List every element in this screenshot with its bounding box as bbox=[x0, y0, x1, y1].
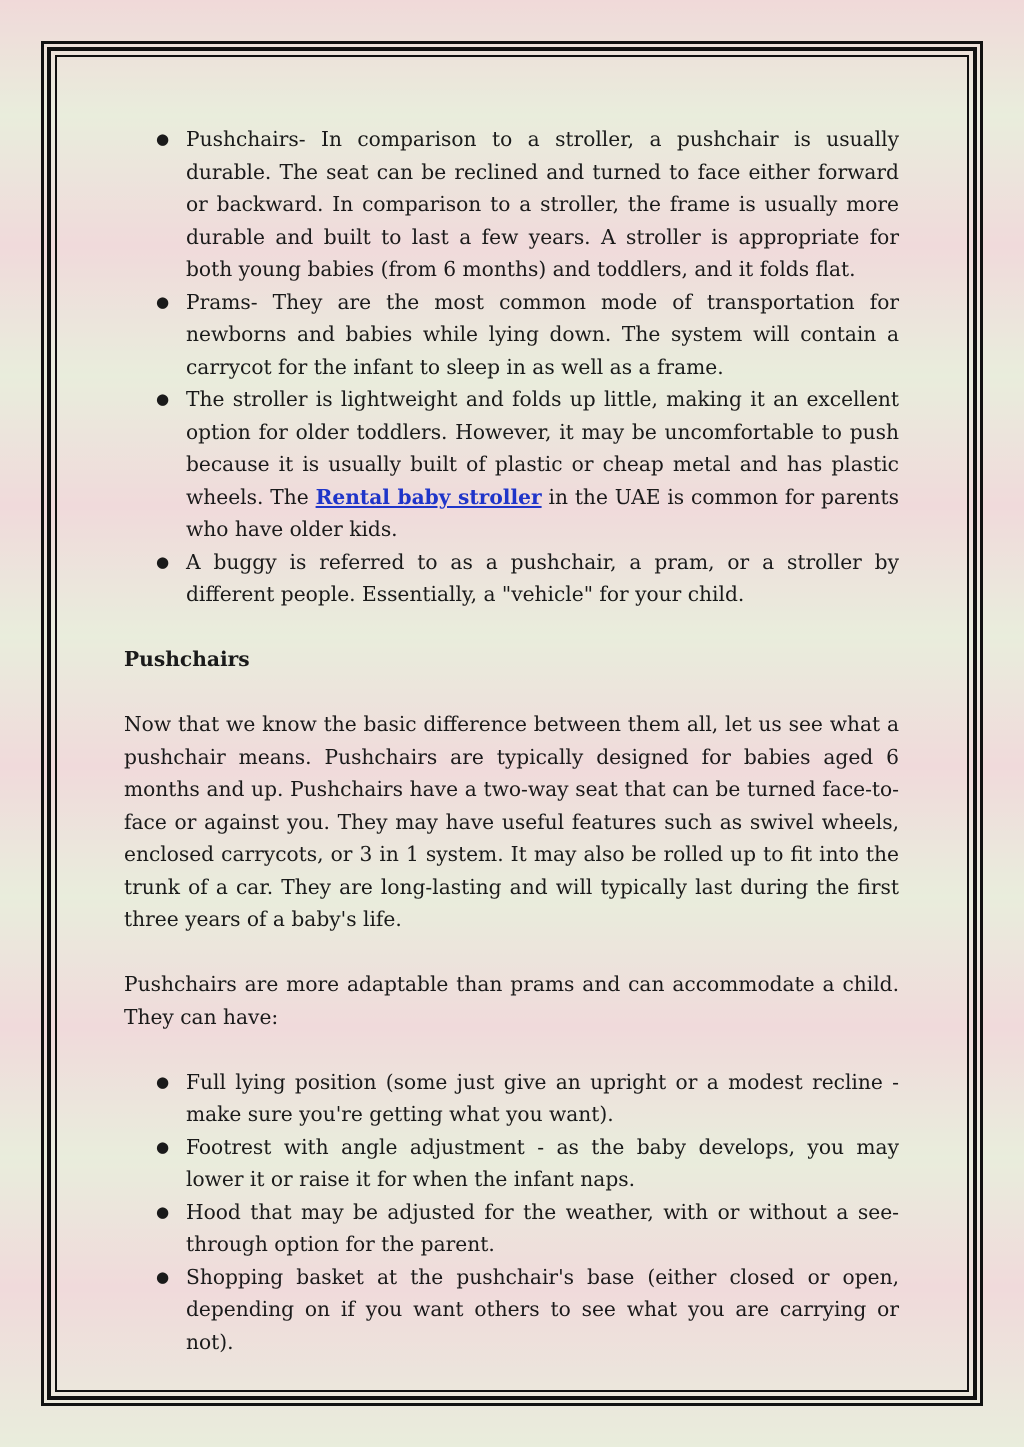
bullet-icon: ● bbox=[156, 1072, 170, 1091]
list-item bbox=[124, 1066, 899, 1131]
rental-baby-stroller-link[interactable]: Rental baby stroller bbox=[315, 484, 542, 509]
bullet-icon: ● bbox=[156, 552, 170, 571]
list-item-text-after-link: in the UAE is common for parents who have older kids. bbox=[186, 484, 900, 541]
list-item-text: Hood that may be adjusted for the weather, with or without a see-through option for the parent. bbox=[186, 1199, 899, 1256]
list-item-text: Footrest with angle adjustment - as the baby develops, you may lower it or raise it for when the infant naps. bbox=[186, 1134, 899, 1191]
bullet-icon: ● bbox=[156, 130, 170, 148]
list-item-text: Shopping basket at the pushchair's base (either closed or open, depending on if you want others to see what you are carrying or not). bbox=[186, 1264, 899, 1354]
list-item-text: Pushchairs- In comparison to a stroller, a pushchair is usually durable. The seat can be reclined and turned to face either forward or backward. In comparison to a stroller, the frame is usually more durable and built to last a few years. A stroller is appropriate for both young babies (from 6 months) and toddlers, and it folds flat. bbox=[186, 127, 899, 281]
bullet-icon: ● bbox=[156, 1267, 170, 1286]
features-bullet-list bbox=[124, 1066, 899, 1359]
document-body bbox=[124, 123, 899, 1358]
list-item bbox=[124, 1261, 899, 1359]
list-item bbox=[124, 286, 899, 384]
list-item bbox=[124, 123, 899, 286]
bullet-icon: ● bbox=[156, 292, 170, 311]
bullet-icon: ● bbox=[156, 1202, 170, 1221]
body-paragraph: Now that we know the basic difference between them all, let us see what a pushchair means. Pushchairs are typically designed for babies aged 6 months and up. Pushchairs have a two-way seat that can be turned face-to-face or against you. They may have useful features such as swivel wheels, enclosed carrycots, or 3 in 1 system. It may also be rolled up to fit into the trunk of a car. They are long-lasting and will typically last during the first three years of a baby's life. bbox=[124, 712, 899, 931]
bullet-icon: ● bbox=[156, 1137, 170, 1156]
section-heading: Pushchairs bbox=[124, 647, 250, 671]
list-item bbox=[124, 1196, 899, 1261]
list-item-text: A buggy is referred to as a pushchair, a pram, or a stroller by different people. Essentially, a "vehicle" for your child. bbox=[186, 549, 899, 606]
list-item bbox=[124, 1131, 899, 1196]
list-item-text: Prams- They are the most common mode of transportation for newborns and babies while lying down. The system will contain a carrycot for the infant to sleep in as well as a frame. bbox=[186, 289, 899, 379]
list-item-text-before-link: The stroller is lightweight and folds up little, making it an excellent option for older toddlers. However, it may be uncomfortable to push because it is usually built of plastic or cheap metal and has plastic wheels. The bbox=[186, 387, 899, 509]
bullet-icon: ● bbox=[156, 390, 170, 408]
list-item bbox=[124, 383, 899, 546]
body-paragraph: Pushchairs are more adaptable than prams and can accommodate a child. They can have: bbox=[124, 972, 899, 1029]
list-item-text: Full lying position (some just give an upright or a modest recline - make sure you're getting what you want). bbox=[186, 1069, 899, 1126]
list-item bbox=[124, 546, 899, 611]
top-bullet-list bbox=[124, 123, 899, 611]
